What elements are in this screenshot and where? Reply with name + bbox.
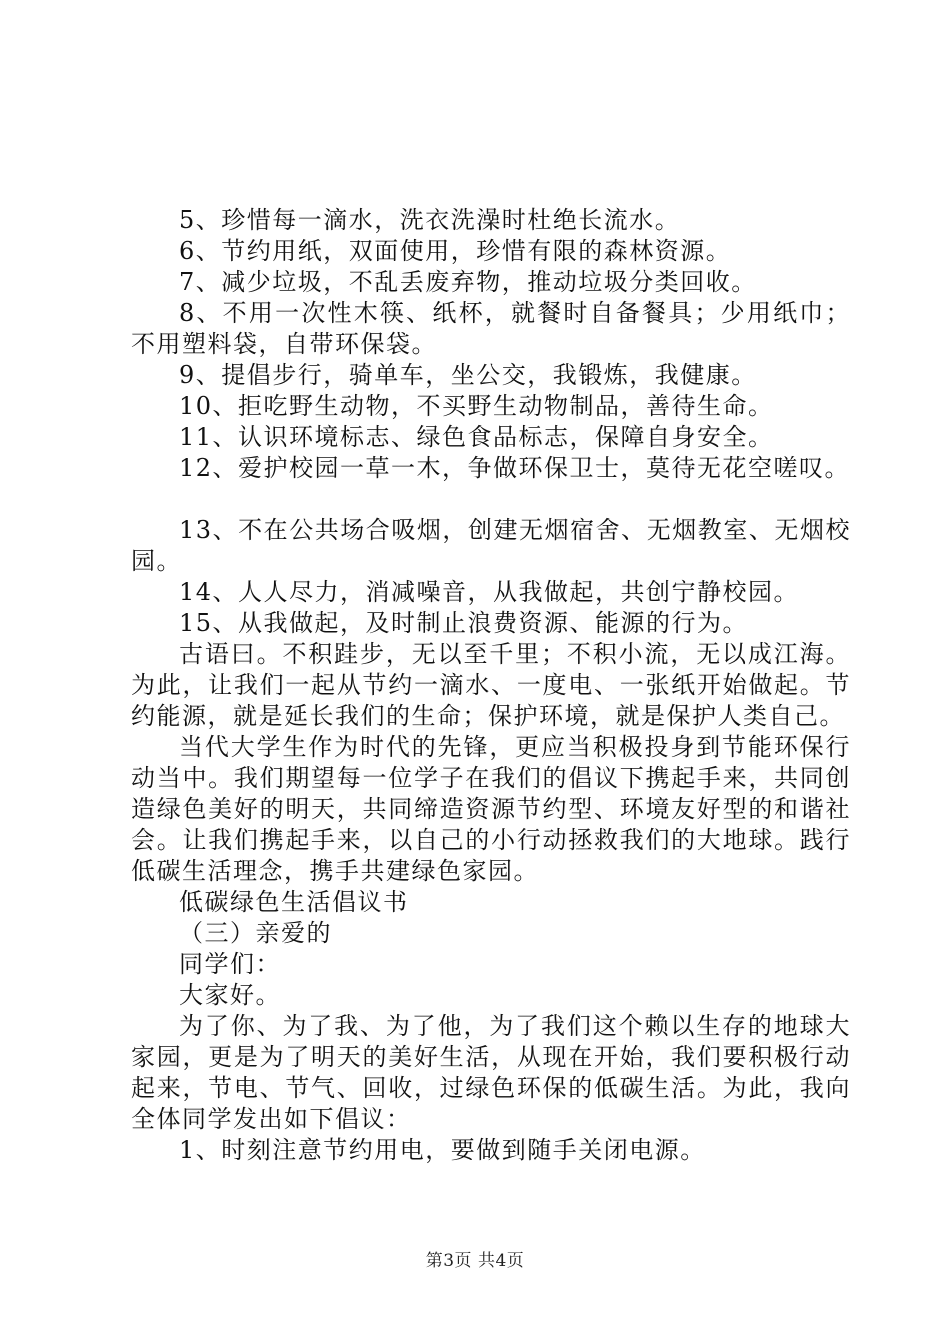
section-title: 低碳绿色生活倡议书 [179,888,409,916]
paragraph-item-8: 8、不用一次性木筷、纸杯，就餐时自备餐具；少用纸巾；不用塑料袋，自带环保袋。 [131,299,851,358]
paragraph-students-call: 当代大学生作为时代的先锋，更应当积极投身到节能环保行动当中。我们期望每一位学子在我们的倡议下携起手来，共同创造绿色美好的明天，共同缔造资源节约型、环境友好型的和谐社会。让我们携起手来，以自己的小行动拯救我们的大地球。践行低碳生活理念，携手共建绿色家园。 [131,733,851,885]
paragraph-item-1: 1、时刻注意节约用电，要做到随手关闭电源。 [179,1136,706,1164]
paragraph-proverb: 古语曰。不积跬步，无以至千里；不积小流，无以成江海。为此，让我们一起从节约一滴水、一度电、一张纸开始做起。节约能源，就是延长我们的生命；保护环境，就是保护人类自己。 [131,640,851,730]
salutation: 同学们： [179,950,281,978]
paragraph-item-14: 14、人人尽力，消减噪音，从我做起，共创宁静校园。 [179,578,800,606]
page-number: 第3页 共4页 [425,1251,525,1271]
section-subtitle: （三）亲爱的 [179,919,332,947]
paragraph-item-10: 10、拒吃野生动物，不买野生动物制品，善待生命。 [179,392,774,420]
paragraph-item-12: 12、爱护校园一草一木，争做环保卫士，莫待无花空嗟叹。 [179,454,851,482]
paragraph-item-6: 6、节约用纸，双面使用，珍惜有限的森林资源。 [179,237,732,265]
greeting: 大家好。 [179,981,281,1009]
paragraph-item-15: 15、从我做起，及时制止浪费资源、能源的行为。 [179,609,749,637]
paragraph-item-9: 9、提倡步行，骑单车，坐公交，我锻炼，我健康。 [179,361,757,389]
document-body [131,205,851,1166]
paragraph-item-5: 5、珍惜每一滴水，洗衣洗澡时杜绝长流水。 [179,206,681,234]
paragraph-item-11: 11、认识环境标志、绿色食品标志，保障自身安全。 [179,423,774,451]
paragraph-item-13: 13、不在公共场合吸烟，创建无烟宿舍、无烟教室、无烟校园。 [131,516,851,575]
paragraph-item-7: 7、减少垃圾，不乱丢废弃物，推动垃圾分类回收。 [179,268,757,296]
paragraph-intro: 为了你、为了我、为了他，为了我们这个赖以生存的地球大家园，更是为了明天的美好生活，从现在开始，我们要积极行动起来，节电、节气、回收，过绿色环保的低碳生活。为此，我向全体同学发出如下倡议： [131,1012,851,1133]
